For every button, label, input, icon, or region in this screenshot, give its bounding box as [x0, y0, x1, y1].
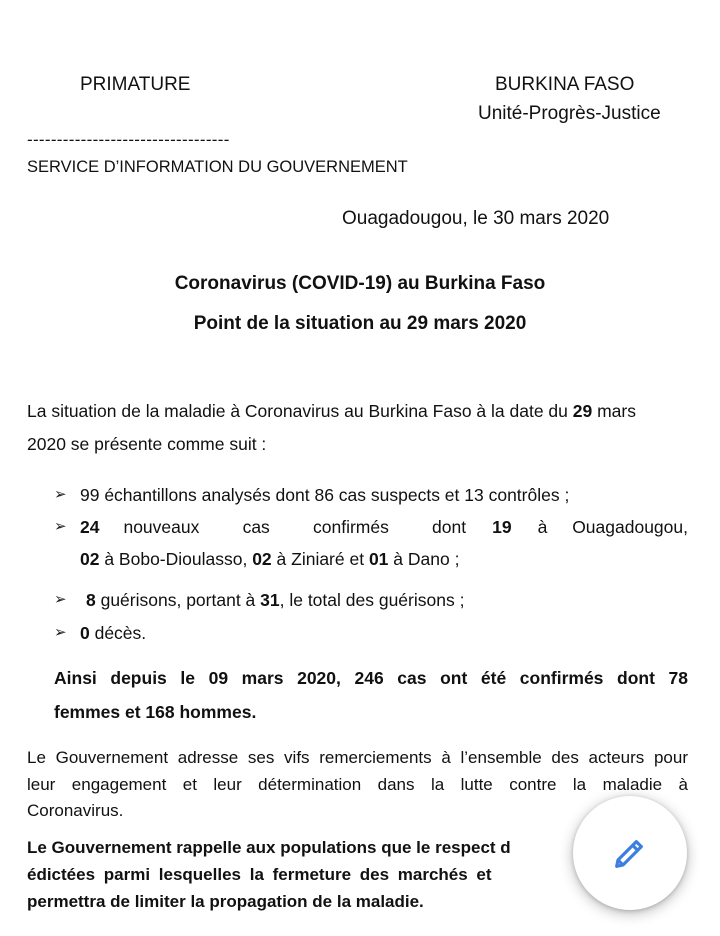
summary-line-2: femmes et 168 hommes.: [54, 702, 257, 722]
thanks-line-2: leur engagement et leur détermination dans la lutte contre la maladie à: [27, 775, 688, 794]
summary-line-1: Ainsi depuis le 09 mars 2020, 246 cas ont été confirmés dont 78: [54, 668, 688, 688]
bobo-text: à Bobo-Dioulasso,: [99, 549, 253, 569]
bullet-new-cases: [80, 512, 688, 542]
ouagadougou-count: 19: [492, 517, 512, 537]
bullet-deaths: [80, 618, 146, 648]
document-title: Coronavirus (COVID-19) au Burkina Faso: [174, 273, 546, 294]
arrow-bullet-icon: ➢: [54, 486, 67, 503]
arrow-bullet-icon: ➢: [54, 518, 67, 535]
thanks-line-1: Le Gouvernement adresse ses vifs remerciements à l’ensemble des acteurs pour: [27, 748, 688, 767]
ziniare-text: à Ziniaré et: [271, 549, 369, 569]
country-name: BURKINA FASO: [495, 74, 635, 95]
ziniare-count: 02: [252, 549, 272, 569]
intro-date-day: 29: [572, 401, 593, 421]
intro-text-a: La situation de la maladie à Coronavirus au Burkina Faso à la date du: [27, 401, 573, 421]
new-cases-count: 24: [80, 517, 100, 537]
intro-line-1: [27, 396, 636, 426]
document-subtitle: Point de la situation au 29 mars 2020: [193, 313, 527, 334]
bobo-count: 02: [80, 549, 100, 569]
edit-fab-button[interactable]: [573, 796, 687, 910]
dano-count: 01: [368, 549, 389, 569]
service-name: SERVICE D’INFORMATION DU GOUVERNEMENT: [27, 158, 408, 176]
new-cases-text: nouveaux cas confirmés dont: [123, 517, 467, 537]
bullet-recoveries: [86, 585, 464, 615]
dano-text: à Dano ;: [388, 549, 460, 569]
arrow-bullet-icon: ➢: [54, 591, 67, 608]
date-line: Ouagadougou, le 30 mars 2020: [342, 208, 610, 229]
arrow-bullet-icon: ➢: [54, 624, 67, 641]
primature-label: PRIMATURE: [80, 74, 191, 95]
ouagadougou-text: à Ouagadougou,: [537, 517, 688, 537]
deaths-text: décès.: [89, 623, 147, 643]
recoveries-count: 8: [86, 590, 96, 610]
intro-text-c: mars: [592, 401, 636, 421]
bullet-samples: 99 échantillons analysés dont 86 cas suspects et 13 contrôles ;: [80, 485, 570, 505]
recoveries-text: guérisons, portant à: [95, 590, 261, 610]
country-motto: Unité-Progrès-Justice: [478, 103, 661, 124]
intro-line-2: 2020 se présente comme suit :: [27, 434, 267, 454]
reminder-line-3: permettra de limiter la propagation de la maladie.: [27, 892, 424, 911]
deaths-count: 0: [80, 623, 90, 643]
reminder-line-2: édictées parmi lesquelles la fermeture des marchés et: [27, 865, 492, 884]
pencil-icon: [610, 833, 650, 873]
recoveries-total: 31: [260, 590, 280, 610]
reminder-line-1: Le Gouvernement rappelle aux populations que le respect d: [27, 838, 511, 857]
thanks-line-3: Coronavirus.: [27, 801, 124, 820]
recoveries-text-2: , le total des guérisons ;: [279, 590, 465, 610]
bullet-new-cases-cont: [80, 544, 459, 574]
situation-bullet-list: [0, 480, 720, 650]
header-dashes: ----------------------------------: [27, 130, 230, 149]
